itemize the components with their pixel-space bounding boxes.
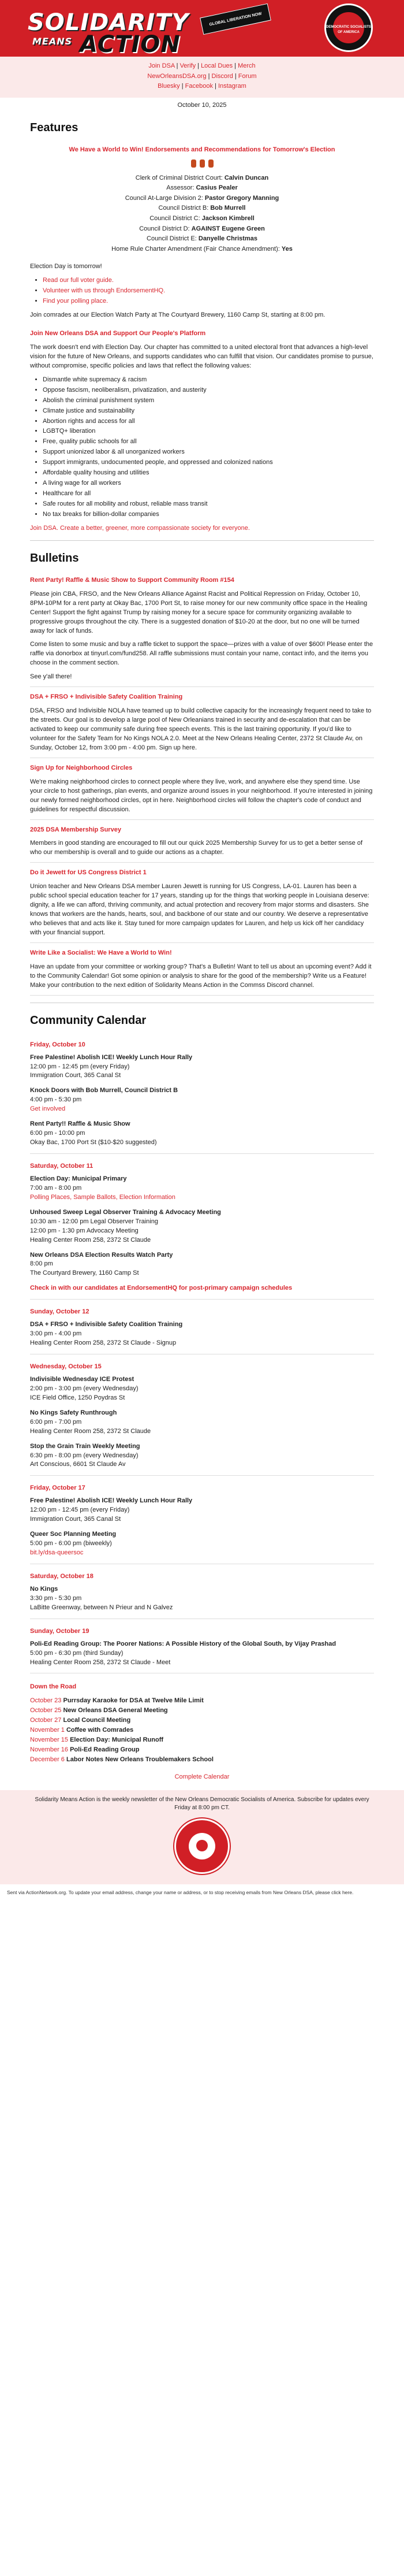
bulletin-title[interactable]: Write Like a Socialist: We Have a World to Win! [30,949,172,956]
ballot-pick: Danyelle Christmas [198,235,257,243]
facebook-link[interactable]: Facebook [185,83,213,90]
down-the-road-item [30,1697,374,1706]
footer-text: Solidarity Means Action is the weekly newsletter of the New Orleans Democratic Socialists of America. Subscribe for updates every Friday at 8:00 pm CT. [35,1796,369,1812]
ballot-pick: AGAINST Eugene Green [191,225,265,232]
event-title: Free Palestine! Abolish ICE! Weekly Lunch Hour Rally [30,1497,193,1505]
unsubscribe-bar[interactable]: Sent via ActionNetwork.org. To update your email address, change your name or address, or to stop receiving emails from New Orleans DSA, please click here. [7,1889,354,1895]
event-detail: 6:00 pm - 10:00 pm [30,1130,85,1137]
event-detail: Healing Center Room 258, 2372 St Claude - Signup [30,1339,177,1347]
calendar-list [30,1041,374,1674]
platform-value: • Oppose fascism, neoliberalism, privatization, and austerity [43,386,374,395]
divider [30,1153,374,1154]
calendar-event [30,1175,374,1202]
calendar-day-heading: Friday, October 17 [30,1484,85,1492]
event-detail: Immigration Court, 365 Canal St [30,1516,121,1523]
calendar-event [30,1640,374,1668]
calendar-event [30,1284,374,1293]
ballot-row [30,194,374,204]
event-detail: 6:00 pm - 7:00 pm [30,1418,82,1426]
divider [30,942,374,943]
endorsements-title[interactable]: We Have a World to Win! Endorsements and Recommendations for Tomorrow's Election [69,146,335,153]
bluesky-link[interactable]: Bluesky [158,83,180,90]
bulletin-title[interactable]: Sign Up for Neighborhood Circles [30,764,133,771]
down-the-road-date: October 23 [30,1697,63,1705]
down-the-road-item [30,1736,374,1745]
down-the-road-event: Labor Notes New Orleans Troublemakers School [66,1756,214,1764]
event-detail: LaBitte Greenway, between N Prieur and N Galvez [30,1603,173,1611]
discord-link[interactable]: Discord [211,72,233,80]
down-the-road-date: November 15 [30,1736,70,1744]
event-detail: Art Conscious, 6601 St Claude Av [30,1461,126,1468]
ballot-list [30,173,374,255]
header-links-row-3: Bluesky | Facebook | Instagram [158,83,246,90]
down-the-road-date: December 6 [30,1756,66,1764]
event-detail: ICE Field Office, 1250 Poydras St [30,1394,125,1401]
calendar-day-heading: Saturday, October 11 [30,1163,93,1170]
bulletins-list [30,576,374,996]
logo-word-solidarity: SOLIDARITY [28,9,189,36]
event-link[interactable]: Polling Places, Sample Ballots, Election Information [30,1193,175,1201]
voter-guide-link[interactable]: Read our full voter guide. [43,277,114,284]
bulletin-text: We're making neighborhood circles to connect people where they live, work, and anywhere else they spend time. Use your circle to host gatherings, plan events, and organize around issues in your neighborhood. If you're interested in joining our newly formed neighborhood circles, opt in here. Neighborhood circles will follow the chapter's code of conduct and guidelines for respectful discussion. [30,778,373,813]
platform-value: • No tax breaks for billion-dollar companies [43,510,374,519]
ballot-race: Assessor: [166,184,196,192]
event-title: DSA + FRSO + Indivisible Safety Coalition Training [30,1321,183,1328]
event-detail: 4:00 pm - 5:30 pm [30,1096,82,1104]
newsletter-logo [28,5,293,58]
event-detail: 12:00 pm - 1:30 pm Advocacy Meeting [30,1227,139,1234]
ballot-row [30,203,374,214]
down-the-road-date: October 25 [30,1707,63,1714]
ballot-row [30,173,374,184]
platform-title[interactable]: Join New Orleans DSA and Support Our People's Platform [30,330,206,337]
ballot-race: Council At-Large Division 2: [125,194,205,202]
platform-value: • Free, quality public schools for all [43,437,374,447]
down-the-road-event: Election Day: Municipal Runoff [70,1736,164,1744]
down-the-road-item [30,1755,374,1765]
bulletin-text: Please join CBA, FRSO, and the New Orleans Alliance Against Racist and Political Repression on Friday, October 10, 8PM-10PM for a rent party at Okay Bac, 1700 Port St, to raise money for our new community office space in the Healing Center! Support the fight against Trump by raising money for a secure space for community organizing available to progressive groups throughout the city. There is a suggested donation of $10-20 at the door, but no one will be turned away for lack of funds. [30,590,368,634]
ballot-race: Council District C: [149,214,202,222]
platform-text: The work doesn't end with Election Day. Our chapter has committed to a united electoral front that advances a high-level vision for the future of New Orleans, and supports candidates who can fulfill that vision. Our candidates promise to pursue, without compromise, specific policies and laws that reflect the following values: [30,343,373,369]
calendar-heading: Community Calendar [30,1014,147,1027]
ballot-pick: Yes [281,245,293,253]
down-the-road-date: October 27 [30,1717,63,1724]
ballot-race: Council District E: [147,235,199,243]
platform-value: • Abolish the criminal punishment system [43,396,374,406]
calendar-event [30,1409,374,1437]
event-title: New Orleans DSA Election Results Watch Party [30,1251,173,1259]
bulletin-title[interactable]: DSA + FRSO + Indivisible Safety Coalition Training [30,693,183,701]
bulletin-text: Come listen to some music and buy a raffle ticket to support the space—prizes with a value of over $600! Please enter the raffle via donorbox at tinyurl.com/fund258. All raffle submissions must contain your name, contact info, and the items you choose in the comment section. [30,641,373,667]
values-list [43,376,374,519]
calendar-event [30,1320,374,1348]
event-detail: 8:00 pm [30,1260,53,1268]
bulletin-title[interactable]: Rent Party! Raffle & Music Show to Support Community Room #154 [30,576,234,584]
event-detail: 2:00 pm - 3:00 pm (every Wednesday) [30,1384,139,1392]
logo-word-action: ACTION [80,31,181,58]
event-title: Rent Party!! Raffle & Music Show [30,1120,130,1128]
platform-value: • Climate justice and sustainability [43,407,374,416]
event-detail: Healing Center Room 258, 2372 St Claude - Meet [30,1658,171,1666]
calendar-day-heading: Saturday, October 18 [30,1572,93,1580]
seal-text: DEMOCRATIC SOCIALISTS OF AMERICA [326,25,371,34]
volunteer-link[interactable]: Volunteer with us through EndorsementHQ. [43,287,166,295]
local-dues-link[interactable]: Local Dues [201,62,233,69]
ballot-race: Home Rule Charter Amendment (Fair Chance Amendment): [111,245,282,253]
calendar-section [0,1003,404,1782]
bulletin-text: See y'all there! [30,673,72,681]
ballot-row [30,244,374,255]
divider [30,862,374,863]
down-the-road-item [30,1746,374,1755]
event-detail: 5:00 pm - 6:00 pm (biweekly) [30,1540,112,1547]
down-the-road-item [30,1726,374,1735]
ballot-race: Clerk of Criminal District Court: [135,174,225,181]
event-title: Queer Soc Planning Meeting [30,1531,117,1538]
event-detail: 5:00 pm - 6:30 pm (third Sunday) [30,1649,124,1657]
header-links-row-1: Join DSA | Verify | Local Dues | Merch [148,62,256,69]
event-title: No Kings [30,1585,58,1593]
down-the-road-item [30,1716,374,1725]
bulletin-text: Union teacher and New Orleans DSA member Lauren Jewett is running for US Congress, LA-01. Lauren has been a public school special education teacher for 17 years, standing up for the things that working people in Louisiana deserve: dignity, a life we can afford, thriving community, and actual protection and recovery from major storms and disasters. She knows that workers are the hands, hearts, soul, and backbone of our state and our country. We deserve a representative who believes that and acts like it. Stay tuned for more campaign updates for Lauren, and help us kick off her candidacy with your financial support. [30,883,369,936]
down-the-road-event: Coffee with Comrades [66,1727,134,1734]
event-detail: 3:30 pm - 5:30 pm [30,1594,82,1602]
event-title[interactable]: Check in with our candidates at EndorsementHQ for post-primary campaign schedules [30,1285,293,1292]
event-title: Indivisible Wednesday ICE Protest [30,1375,134,1383]
ballot-row [30,234,374,244]
event-title: Election Day: Municipal Primary [30,1175,127,1182]
bulletin-text: Have an update from your committee or working group? That's a Bulletin! Want to tell us about an upcoming event? Add it to the Community Calendar! Got some opinion or analysis to share for the good of the membership? Write us a Feature! Make your contribution to the next edition of Solidarity Means Action in the Commss Discord channel. [30,963,372,989]
logo-ribbon: GLOBAL LIBERATION NOW [200,3,271,35]
event-detail: 10:30 am - 12:00 pm Legal Observer Training [30,1218,158,1225]
platform-value: • Support immigrants, undocumented people, and oppressed and colonized nations [43,458,374,467]
down-the-road-title: Down the Road [30,1683,77,1691]
ballot-row [30,214,374,224]
forum-link[interactable]: Forum [238,72,257,80]
calendar-event [30,1086,374,1114]
down-the-road-date: November 16 [30,1746,70,1754]
ballot-race: Council District D: [139,225,192,232]
watch-party-note: Join comrades at our Election Watch Party at The Courtyard Brewery, 1160 Camp St, starting at 8:00 pm. [30,311,326,319]
divider [30,819,374,820]
event-link[interactable]: bit.ly/dsa-queersoc [30,1549,84,1557]
event-detail: Okay Bac, 1700 Port St ($10-$20 suggested) [30,1139,157,1146]
calendar-day-heading: Wednesday, October 15 [30,1363,102,1371]
instagram-link[interactable]: Instagram [218,83,246,90]
ballot-icon [200,159,205,168]
calendar-day-heading: Friday, October 10 [30,1041,85,1048]
event-detail: 7:00 am - 8:00 pm [30,1184,82,1192]
divider [30,995,374,996]
ballot-icon [208,159,214,168]
header-banner [0,0,404,57]
features-heading: Features [30,121,78,134]
down-the-road-event: Purrsday Karaoke for DSA at Twelve Mile Limit [63,1697,204,1705]
platform-value: • A living wage for all workers [43,479,374,488]
ballot-row [30,183,374,194]
ballot-icons [30,159,374,171]
platform-value: • LGBTQ+ liberation [43,427,374,436]
event-detail: 12:00 pm - 12:45 pm (every Friday) [30,1063,130,1070]
event-title: Knock Doors with Bob Murrell, Council District B [30,1087,178,1094]
header-links-row-2: NewOrleansDSA.org | Discord | Forum [147,72,257,80]
event-title: Stop the Grain Train Weekly Meeting [30,1442,140,1450]
down-the-road-date: November 1 [30,1727,66,1734]
calendar-event [30,1251,374,1279]
logo-word-means: MEANS [32,36,73,47]
event-link[interactable]: Get involved [30,1105,66,1113]
bulletin-text: Members in good standing are encouraged to fill out our quick 2025 Membership Survey for us to get a better sense of who our membership is overall and to guide our actions as a chapter. [30,840,362,856]
platform-value: • Dismantle white supremacy & racism [43,376,374,385]
event-detail: Immigration Court, 365 Canal St [30,1072,121,1079]
bulletin-title[interactable]: 2025 DSA Membership Survey [30,826,121,833]
platform-value: • Abortion rights and access for all [43,417,374,426]
event-title: Unhoused Sweep Legal Observer Training & Advocacy Meeting [30,1208,221,1216]
issue-date: October 10, 2025 [177,101,227,109]
platform-value: • Safe routes for all mobility and robust, reliable mass transit [43,500,374,509]
event-title: Free Palestine! Abolish ICE! Weekly Lunch Hour Rally [30,1053,193,1061]
event-detail: 6:30 pm - 8:00 pm (every Wednesday) [30,1452,139,1459]
event-detail: The Courtyard Brewery, 1160 Camp St [30,1270,139,1277]
platform-value: • Healthcare for all [43,489,374,499]
bulletins-heading: Bulletins [30,551,79,565]
bulletin-text: DSA, FRSO and Indivisible NOLA have teamed up to build collective capacity for the increasingly frequent need to take to the streets. Our goal is to develop a large pool of New Orleanians trained in security and de-escalation that can be activated to keep our community safe during free speech events. This is the last training opportunity. If you'd like to volunteer for the Safety Team for No Kings NOLA 2.0. Meet at the New Orleans Healing Center, 2372 St Claude Av, on Sunday, October 12, from 3:00 pm - 4:00 pm. Sign up here. [30,707,372,751]
ballot-icon [191,159,196,168]
dsa-seal-icon [324,3,373,52]
ballot-pick: Calvin Duncan [224,174,269,181]
polling-place-link[interactable]: Find your polling place. [43,298,109,305]
event-detail: 3:00 pm - 4:00 pm [30,1330,82,1338]
calendar-event [30,1375,374,1403]
calendar-event [30,1530,374,1558]
calendar-event [30,1585,374,1613]
divider [30,686,374,687]
website-link[interactable]: NewOrleansDSA.org [147,72,207,80]
election-actions [43,276,374,306]
merch-link[interactable]: Merch [238,62,256,69]
bulletin-title[interactable]: Do it Jewett for US Congress District 1 [30,869,147,877]
calendar-event [30,1442,374,1470]
event-title: No Kings Safety Runthrough [30,1409,117,1416]
event-detail: Healing Center Room 258, 2372 St Claude [30,1427,151,1435]
calendar-event [30,1497,374,1524]
platform-value: • Affordable quality housing and utilities [43,469,374,478]
divider [30,1299,374,1300]
ballot-race: Council District B: [158,205,211,212]
event-detail: 12:00 pm - 12:45 pm (every Friday) [30,1506,130,1514]
election-day-note: Election Day is tomorrow! [30,263,102,270]
calendar-day-heading: Sunday, October 12 [30,1308,89,1316]
calendar-event [30,1208,374,1245]
verify-link[interactable]: Verify [179,62,196,69]
newsletter-footer [0,1790,404,1884]
ballot-pick: Casius Pealer [196,184,238,192]
dsa-rose-logo-icon [174,1818,230,1874]
calendar-day-heading: Sunday, October 19 [30,1627,89,1635]
complete-calendar-link[interactable]: Complete Calendar [174,1773,230,1780]
down-the-road-event: Local Council Meeting [63,1717,131,1724]
calendar-event [30,1053,374,1081]
down-the-road-list [30,1697,374,1765]
event-detail: Healing Center Room 258, 2372 St Claude [30,1236,151,1244]
platform-value: • Support unionized labor & all unorganized workers [43,448,374,457]
ballot-pick: Pastor Gregory Manning [204,194,279,202]
down-the-road-item [30,1706,374,1716]
event-title: Poli-Ed Reading Group: The Poorer Nations: A Possible History of the Global South, by Vijay Prashad [30,1640,336,1647]
down-the-road-event: Poli-Ed Reading Group [70,1746,140,1754]
ballot-pick: Jackson Kimbrell [201,214,255,222]
join-dsa-cta[interactable]: Join DSA. Create a better, greener, more compassionate society for everyone. [30,524,250,532]
features-section [0,110,404,541]
ballot-row [30,224,374,235]
join-dsa-link[interactable]: Join DSA [148,62,175,69]
header-links [0,57,404,98]
ballot-pick: Bob Murrell [210,205,246,212]
divider [30,1475,374,1476]
calendar-event [30,1120,374,1148]
down-the-road-event: New Orleans DSA General Meeting [63,1707,168,1714]
bulletins-section [0,541,404,1003]
